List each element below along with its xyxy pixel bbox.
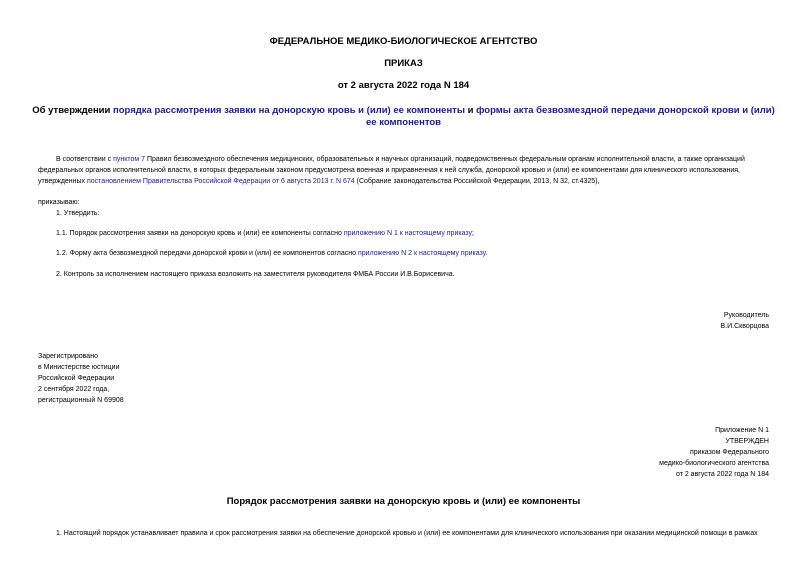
appendix-line-2: УТВЕРЖДЕН	[725, 438, 769, 445]
item-2: 2. Контроль за исполнением настоящего приказа возложить на заместителя руководителя ФМБА России И.В.Борисевича.	[56, 271, 455, 278]
section-paragraph-1: 1. Настоящий порядок устанавливает правила и срок рассмотрения заявки на обеспечение донорской кровью и (или) ее компонентами для клинического использования при оказании медицинской помощи в рамках	[56, 530, 758, 537]
preamble-text-4: (Собрание законодательства Российской Федерации, 2013, N 32, ст.4325),	[354, 178, 600, 185]
appendix-line-1: Приложение N 1	[715, 427, 769, 434]
registration-line-5: регистрационный N 69908	[38, 397, 124, 404]
registration-line-2: в Министерстве юстиции	[38, 364, 120, 371]
registration-line-1: Зарегистрировано	[38, 353, 98, 360]
item-1-1-text: 1.1. Порядок рассмотрения заявки на донорскую кровь и (или) ее компоненты согласно	[56, 230, 344, 237]
preamble-link-resolution[interactable]: постановлением Правительства Российской Федерации от 6 августа 2013 г. N 674	[87, 178, 355, 185]
doc-type: ПРИКАЗ	[384, 58, 423, 69]
preamble-line-2: федеральных органов исполнительной власти, в которых федеральным законом предусмотрена военная и приравненная к ней служба, донорской кровью и (или) ее компонентами для клинического использования,	[38, 167, 740, 174]
preamble-link-point7[interactable]: пунктом 7	[113, 156, 146, 163]
preamble-text-3: утвержденных	[38, 178, 87, 185]
item-1-2	[56, 249, 487, 260]
title-prefix: Об утверждении	[32, 105, 113, 116]
appendix-line-4: медико-биологического агентства	[659, 460, 769, 467]
signature-role: Руководитель	[723, 312, 769, 319]
agency-name: ФЕДЕРАЛЬНОЕ МЕДИКО-БИОЛОГИЧЕСКОЕ АГЕНТСТВО	[269, 36, 538, 47]
item-1-1	[56, 229, 474, 240]
title-link-act-form[interactable]: формы акта безвозмездной передачи донорской крови и (или) ее компонентов	[365, 105, 775, 128]
registration-line-3: Российской Федерации	[38, 375, 115, 382]
item-1-2-link[interactable]: приложению N 2 к настоящему приказу	[357, 250, 486, 257]
item-1-2-end: .	[485, 250, 488, 257]
registration-line-4: 2 сентября 2022 года,	[38, 386, 110, 393]
document-title	[30, 105, 777, 129]
item-1-1-link[interactable]: приложению N 1 к настоящему приказу	[343, 230, 473, 237]
item-1-1-end: ;	[472, 230, 474, 237]
preamble-text-1: В соответствии с	[56, 156, 114, 163]
order-word: приказываю:	[38, 199, 80, 206]
doc-date-number: от 2 августа 2022 года N 184	[337, 80, 470, 91]
signature-name: В.И.Скворцова	[720, 323, 769, 330]
item-1-2-text: 1.2. Форму акта безвозмездной передачи донорской крови и (или) ее компонентов согласно	[56, 250, 358, 257]
item-1: 1. Утвердить:	[56, 210, 100, 217]
title-middle: и	[464, 105, 477, 116]
title-link-procedure[interactable]: порядка рассмотрения заявки на донорскую кровь и (или) ее компоненты	[113, 105, 465, 116]
preamble-line-3	[38, 177, 599, 188]
section-title: Порядок рассмотрения заявки на донорскую кровь и (или) ее компоненты	[226, 496, 581, 507]
appendix-line-5: от 2 августа 2022 года N 184	[675, 471, 769, 478]
appendix-line-3: приказом Федерального	[689, 449, 769, 456]
preamble-line-1	[56, 155, 745, 166]
preamble-text-2: Правил безвозмездного обеспечения медицинских, образовательных и научных организаций, подведомственных федеральным органам исполнительной власти, а также организаций	[145, 156, 745, 163]
